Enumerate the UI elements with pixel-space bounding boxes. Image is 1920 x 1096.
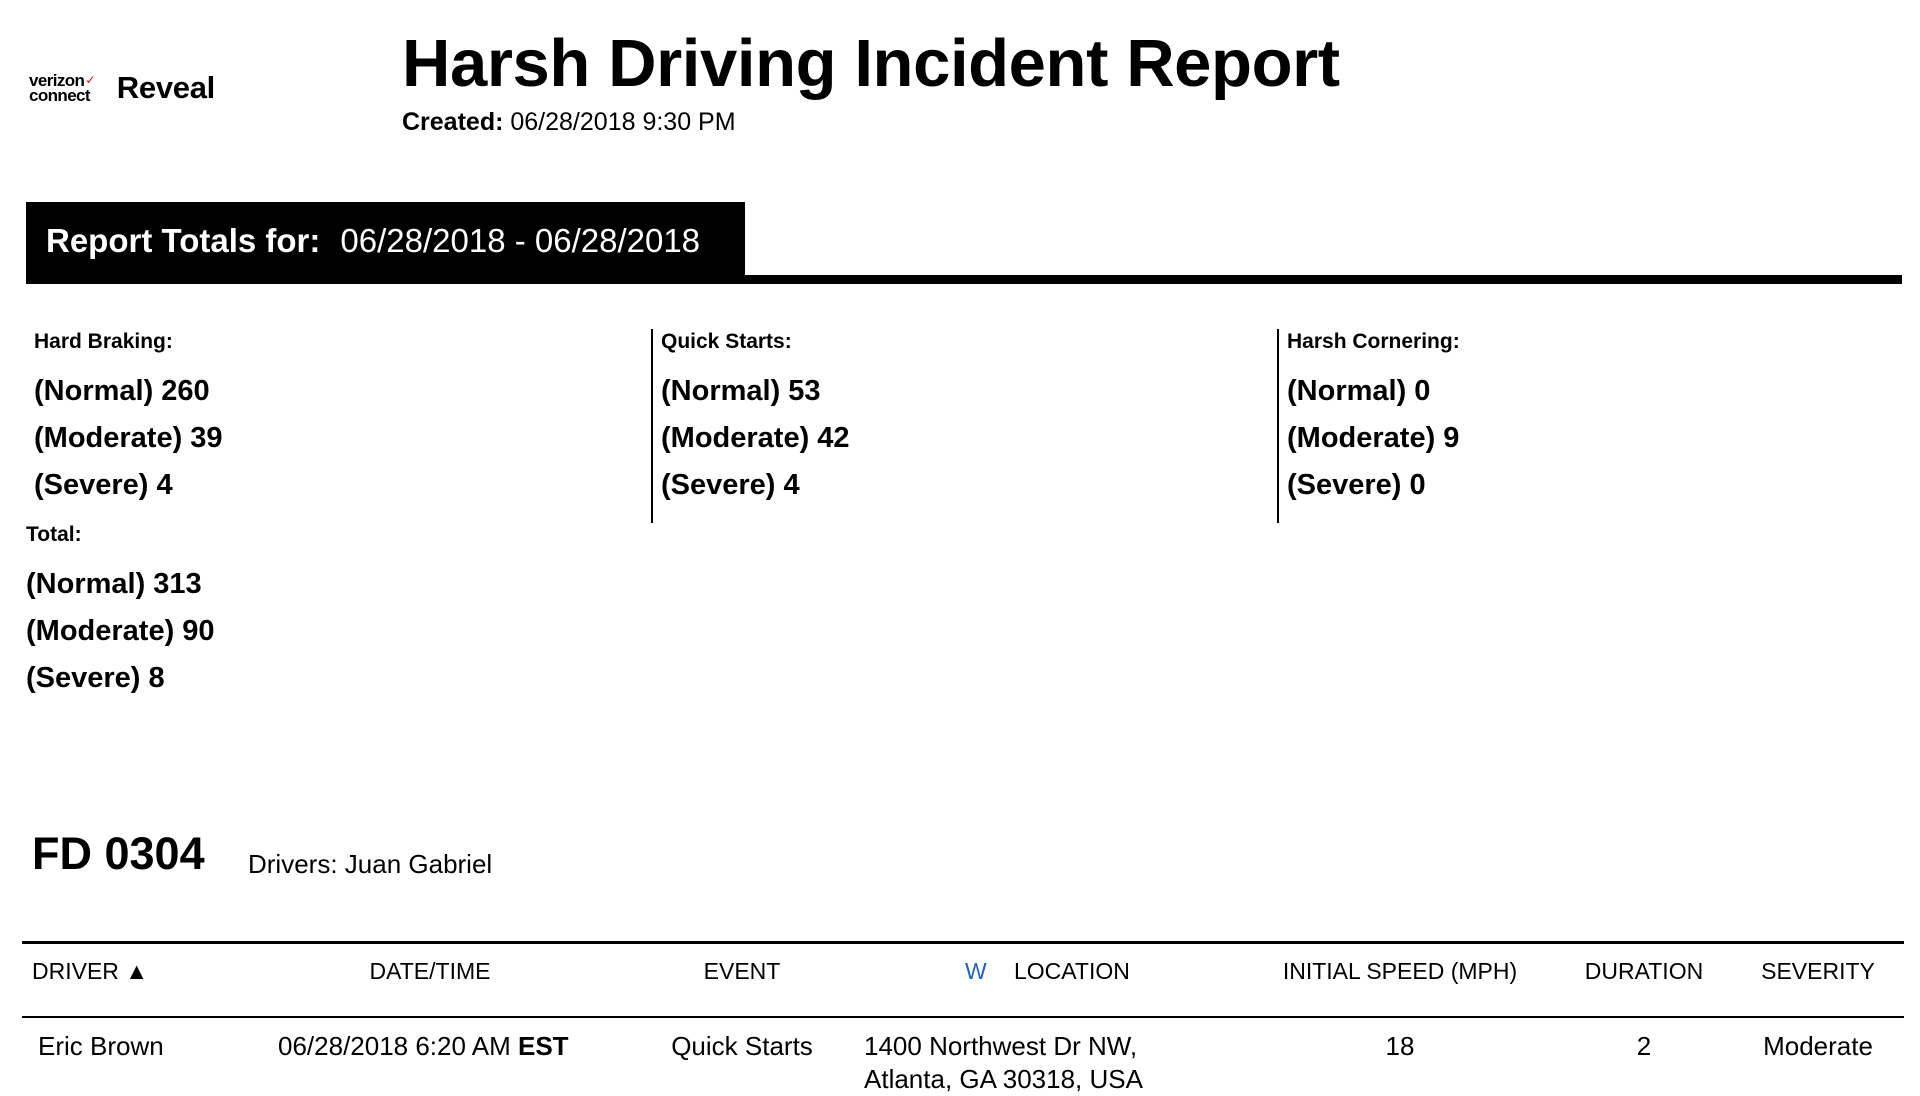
total-title: Total: xyxy=(26,523,82,546)
column-header-w: W xyxy=(965,958,987,984)
cell-driver: Eric Brown xyxy=(38,1031,164,1061)
total-severe-count: (Severe) 8 xyxy=(26,662,165,694)
cell-location-line1: 1400 Northwest Dr NW, xyxy=(864,1031,1138,1061)
total-moderate-count: (Moderate) 90 xyxy=(26,615,215,647)
category-title: Harsh Cornering: xyxy=(1287,330,1460,353)
moderate-count: (Moderate) 39 xyxy=(34,422,223,454)
category-title: Hard Braking: xyxy=(34,330,173,353)
column-header-initial-speed: INITIAL SPEED (MPH) xyxy=(1282,958,1518,984)
logo xyxy=(29,70,215,106)
normal-count: (Normal) 260 xyxy=(34,375,210,407)
normal-count: (Normal) 53 xyxy=(661,375,821,407)
created-value: 06/28/2018 9:30 PM xyxy=(510,108,736,136)
table-header xyxy=(0,958,1920,990)
moderate-count: (Moderate) 9 xyxy=(1287,422,1460,454)
cell-datetime-value: 06/28/2018 6:20 AM xyxy=(278,1031,511,1061)
created-label: Created: xyxy=(402,108,504,136)
cell-severity: Moderate xyxy=(1763,1031,1873,1061)
report-date-range: 06/28/2018 - 06/28/2018 xyxy=(340,222,701,259)
column-divider xyxy=(651,329,653,523)
column-header-event: EVENT xyxy=(703,958,781,984)
normal-count: (Normal) 0 xyxy=(1287,375,1431,407)
quick-starts-summary xyxy=(661,330,850,509)
checkmark-icon: ✓ xyxy=(85,73,95,87)
logo-brand-bottom: connect xyxy=(29,86,90,105)
cell-initial-speed: 18 xyxy=(1385,1031,1415,1061)
logo-brand xyxy=(29,73,95,103)
column-header-location: LOCATION xyxy=(1014,958,1130,984)
hard-braking-summary xyxy=(34,330,223,509)
created-timestamp xyxy=(402,108,736,137)
table-header-rule xyxy=(22,1016,1904,1018)
cell-event: Quick Starts xyxy=(671,1031,813,1061)
column-header-duration: DURATION xyxy=(1584,958,1704,984)
cell-timezone: EST xyxy=(517,1031,569,1061)
harsh-cornering-summary xyxy=(1287,330,1460,509)
report-totals-label: Report Totals for: xyxy=(46,222,321,259)
cell-location-line2: Atlanta, GA 30318, USA xyxy=(864,1064,1143,1094)
severe-count: (Severe) 0 xyxy=(1287,469,1426,501)
vehicle-name: FD 0304 xyxy=(32,828,205,879)
report-totals-band xyxy=(26,202,745,280)
logo-brand-top: verizon xyxy=(29,71,85,90)
total-summary xyxy=(26,523,215,702)
logo-product: Reveal xyxy=(116,70,215,105)
total-normal-count: (Normal) 313 xyxy=(26,568,202,600)
cell-datetime xyxy=(278,1030,569,1063)
moderate-count: (Moderate) 42 xyxy=(661,422,850,454)
severe-count: (Severe) 4 xyxy=(661,469,800,501)
column-header-severity: SEVERITY xyxy=(1761,958,1875,984)
severe-count: (Severe) 4 xyxy=(34,469,173,501)
vehicle-drivers: Drivers: Juan Gabriel xyxy=(248,849,493,879)
column-header-datetime: DATE/TIME xyxy=(369,958,491,984)
cell-location xyxy=(864,1030,1143,1096)
category-title: Quick Starts: xyxy=(661,330,792,353)
column-divider xyxy=(1277,329,1279,523)
report-title: Harsh Driving Incident Report xyxy=(402,26,1340,101)
table-top-rule xyxy=(22,941,1904,944)
column-header-driver-sort[interactable]: DRIVER ▲ xyxy=(32,958,149,984)
section-divider xyxy=(26,275,1902,284)
cell-duration: 2 xyxy=(1636,1031,1652,1061)
